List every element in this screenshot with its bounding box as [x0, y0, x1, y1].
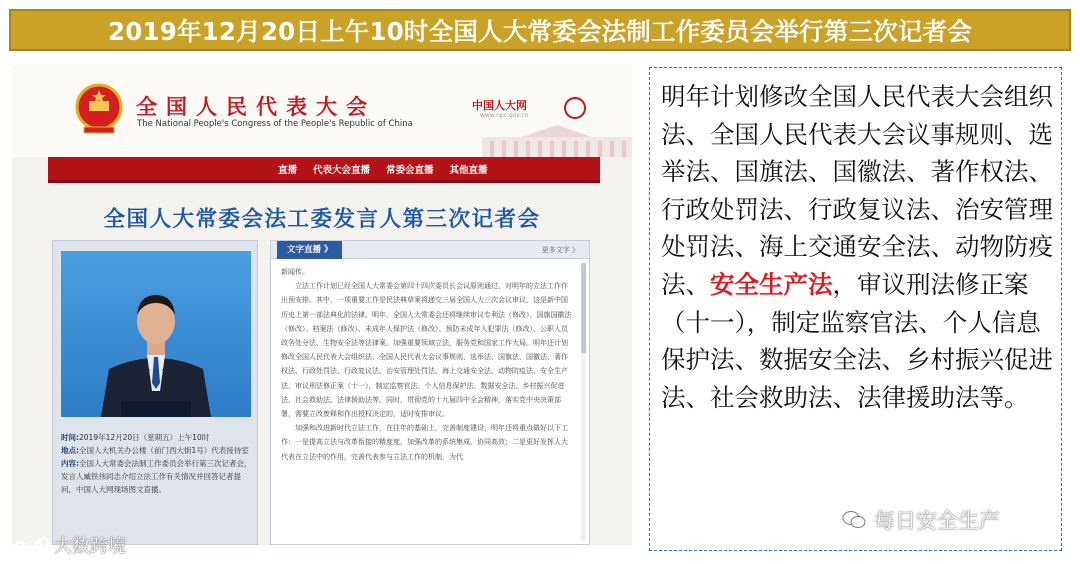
text-live-scrollbar — [581, 263, 586, 541]
nav-item-committee-live: 常委会直播 — [386, 165, 434, 176]
nav-item-live: 直播 — [278, 165, 298, 176]
npc-site-name: 全国人民代表大会 — [136, 94, 376, 119]
source-watermark — [8, 532, 126, 558]
national-emblem-icon — [74, 83, 124, 135]
nav-item-other-live: 其他直播 — [449, 165, 488, 176]
text-live-content — [281, 265, 573, 541]
wechat-icon — [842, 510, 866, 530]
npc-url: www.npc.gov.cn — [480, 112, 529, 119]
text-live-paragraph: 加强和改进新时代立法工作，在往年的基础上，完善制度建设，明年还将重点做好以下工作：一是提高立法与改革衔接的精度度，加强改革的系统集成，协同高效；二是更好发挥人大代表在立法中的作用，完善代表参与立法工作的机制，为代 — [281, 424, 568, 461]
summary-text-part: 明年计划修改全国人民代表大会组织法、全国人民代表大会议事规则、选举法、国旗法、国徽法、著作权法、行政处罚法、行政复议法、治安管理处罚法、海上交通安全法、动物防疫法、 — [661, 82, 1053, 299]
caption-place-value: 全国人大机关办公楼（前门西大街1号）代表接待室 — [79, 446, 249, 455]
caption-place-label: 地点: — [61, 446, 79, 455]
npc-site-header — [12, 65, 632, 157]
slide-title: 2019年12月20日上午10时全国人大常委会法制工作委员会举行第三次记者会 — [107, 16, 973, 46]
scrollbar-thumb — [581, 263, 586, 353]
tab-text-live: 文字直播 》 — [277, 241, 342, 259]
npc-seal-icon — [564, 97, 586, 119]
watermark-account-name: 每日安全生产 — [874, 509, 1000, 533]
great-hall-illustration — [482, 123, 632, 157]
nav-item-congress-live: 代表大会直播 — [313, 165, 371, 176]
spokesperson-photo — [61, 251, 251, 417]
photo-panel — [52, 240, 258, 545]
caption-content-label: 内容: — [61, 459, 79, 468]
title-banner — [9, 9, 1071, 51]
text-live-paragraph: 立法工作计划已经全国人大常委会第四十四次委员长会议原则通过，对明年的立法工作作出预安排。其中，一项重要工作是民法典草案将递交三届全国人大三次会议审议，这是新中国历史上第一部法典化的法律。明年，全国人大常委会还将继续审议专利法（修改）、国旗国徽法（修改）、档案法（修改）、未成年人保护法（修改）、预防未成年人犯罪法（修改）、公职人员政务处分法、生物安全法等法律案。加强重要领域立法，服务党和国家工作大局。明年还计划修改全国人民代表大会组织法、全国人民代表大会议事规则、选举法、国旗法、国徽法、著作权法、行政处罚法、行政复议法、治安管理处罚法、海上交通安全法、动物防疫法、安全生产法，审议刑法修正案（十一），制定监察官法、个人信息保护法、数据安全法、乡村振兴促进法、社会救助法、法律援助法等。同时，贯彻党的十九届四中全会精神，落实党中央决策部署，需要立改废释和作出授权决定的，适时安排审议。 — [281, 282, 572, 419]
summary-text — [661, 78, 1056, 416]
highlighted-law: 安全生产法 — [710, 269, 833, 299]
text-live-header — [271, 241, 589, 259]
npc-site-name-en: The National People's Congress of the People's Republic of China — [137, 119, 413, 129]
wechat-watermark — [842, 505, 1000, 535]
caption-time-label: 时间: — [61, 433, 79, 442]
caption-content-value: 全国人大常委会法制工作委员会举行第三次记者会，发言人臧铁伟同志介绍立法工作有关情况并回答记者提问，中国人大网现场图文直播。 — [61, 459, 252, 494]
caption-time-value: 2019年12月20日（星期五）上午10时 — [79, 433, 210, 442]
npc-nav-bar — [48, 157, 600, 183]
more-text-link: 更多文字 》 — [541, 246, 579, 254]
photo-caption — [61, 431, 253, 496]
npc-webpage-screenshot — [12, 65, 632, 545]
summary-text-part: ，审议刑法修正案（十一），制定监察官法、个人信息保护法、数据安全法、乡村振兴促进法、社会救助法、法律援助法等。 — [661, 269, 1053, 412]
text-live-panel — [270, 240, 590, 545]
npc-logo-text: 中国人大网 — [472, 99, 527, 112]
source-logo-icon — [8, 534, 50, 556]
text-live-paragraph: 新闻传。 — [281, 268, 309, 276]
watermark-source-name: 大数跨境 — [54, 536, 126, 557]
press-conference-heading: 全国人大常委会法工委发言人第三次记者会 — [103, 207, 541, 232]
summary-text-box — [649, 67, 1062, 551]
